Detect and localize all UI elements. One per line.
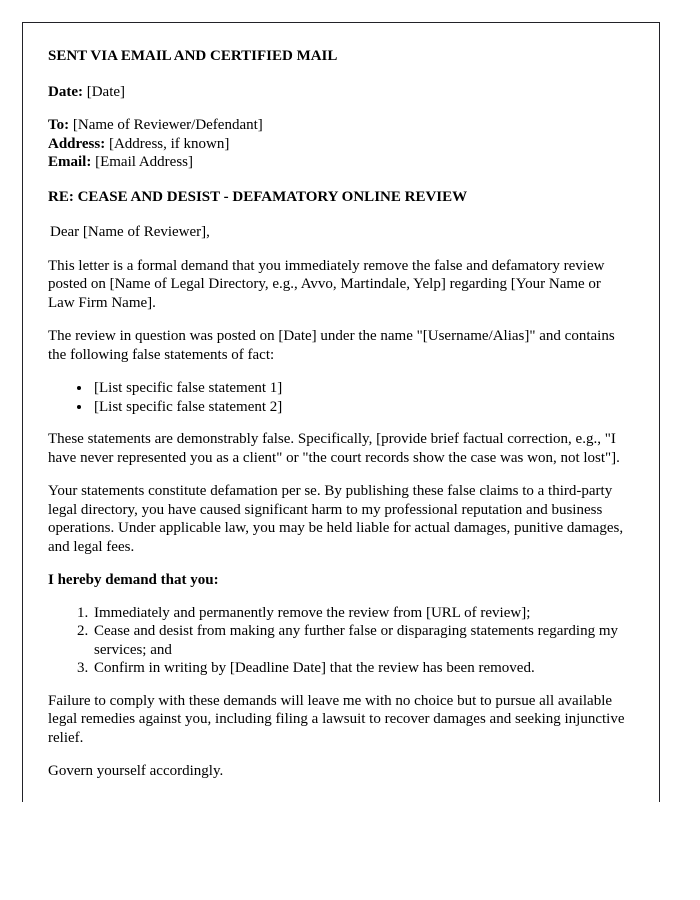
date-label: Date: (48, 83, 83, 100)
paragraph-factual-correction: These statements are demonstrably false. Specifically, [provide brief factual correction, e.g., "I have never represented you as a client" or "the court records show the case was won, not lost"]. (48, 431, 620, 466)
paragraph-defamation-per-se: Your statements constitute defamation per se. By publishing these false claims to a third-party legal directory, you have caused significant harm to my professional reputation and business operations. Under applicable law, you may be held liable for actual damages, punitive damages, and legal fees. (48, 483, 624, 555)
paragraph-demand: This letter is a formal demand that you immediately remove the false and defamatory review posted on [Name of Legal Directory, e.g., Avvo, Martindale, Yelp] regarding [Your Name or Law Firm Name]. (48, 257, 605, 311)
salutation: Dear [Name of Reviewer], (50, 224, 210, 240)
address-label: Address: (48, 135, 106, 152)
list-item: • [List specific false statement 1] (92, 379, 629, 398)
list-item: 2. Cease and desist from making any further false or disparaging statements regarding my services; and (92, 622, 629, 659)
to-value: [Name of Reviewer/Defendant] (72, 117, 263, 133)
list-item: • [List specific false statement 2] (92, 398, 629, 417)
email-value: [Email Address] (95, 154, 193, 170)
false-statements-list (48, 379, 629, 416)
paragraph-review-posted: The review in question was posted on [Date] under the name "[Username/Alias]" and contains the following false statements of fact: (48, 328, 615, 363)
paragraph-closing: Govern yourself accordingly. (48, 763, 224, 779)
date-line (48, 83, 629, 102)
address-value: [Address, if known] (108, 135, 230, 152)
recipient-block (48, 116, 629, 172)
paragraph-failure-to-comply: Failure to comply with these demands will leave me with no choice but to pursue all available legal remedies against you, including filing a lawsuit to recover damages and seeking injunctive relief. (48, 692, 625, 746)
demands-list (48, 604, 629, 678)
to-label: To: (48, 117, 70, 133)
email-label: Email: (48, 154, 92, 170)
letter-content (48, 47, 629, 781)
delivery-method-heading: SENT VIA EMAIL AND CERTIFIED MAIL (48, 48, 338, 64)
demand-heading: I hereby demand that you: (48, 572, 219, 588)
list-item: 1. Immediately and permanently remove the review from [URL of review]; (92, 604, 629, 623)
document-page (22, 22, 660, 802)
document-body (23, 23, 659, 781)
date-value: [Date] (86, 83, 126, 100)
subject-line: RE: CEASE AND DESIST - DEFAMATORY ONLINE REVIEW (48, 188, 468, 205)
list-item: 3. Confirm in writing by [Deadline Date] that the review has been removed. (92, 659, 629, 678)
